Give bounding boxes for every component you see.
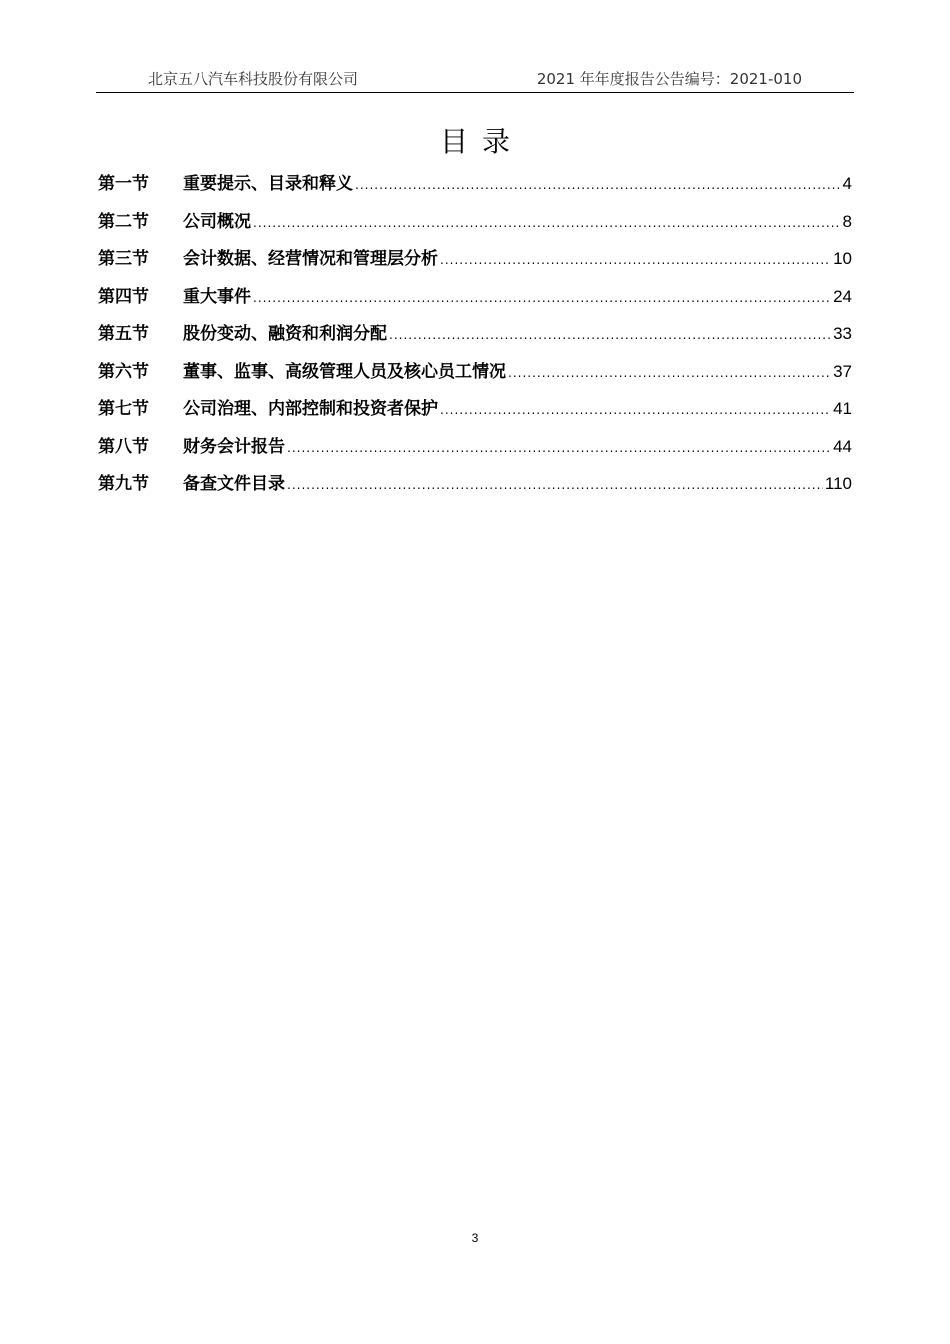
toc-page-number: 41 <box>833 399 852 418</box>
toc-leader-dots <box>440 396 831 424</box>
toc-entry-3[interactable] <box>98 245 852 283</box>
toc-page-number: 110 <box>824 474 852 493</box>
toc-section-label: 第九节 <box>98 474 149 494</box>
toc-leader-dots <box>253 284 831 312</box>
page-title: 目录 <box>439 125 524 158</box>
toc-leader-dots <box>508 359 831 387</box>
toc-section-title: 重要提示、目录和释义 <box>183 174 353 194</box>
toc-section-title: 公司概况 <box>183 211 251 232</box>
page-number-footer: 3 <box>471 1231 479 1245</box>
toc-page-number: 24 <box>833 286 852 306</box>
toc-section-title: 备查文件目录 <box>183 474 285 494</box>
toc-section-title: 董事、监事、高级管理人员及核心员工情况 <box>183 361 506 382</box>
report-info: 2021 年年度报告公告编号：2021-010 <box>536 70 802 88</box>
toc-leader-dots <box>440 246 831 274</box>
toc-entry-1[interactable] <box>98 170 852 208</box>
company-name: 北京五八汽车科技股份有限公司 <box>148 70 359 88</box>
toc-entry-4[interactable] <box>98 283 852 321</box>
toc-leader-dots <box>287 434 831 462</box>
toc-entry-6[interactable] <box>98 358 852 396</box>
toc-section-title: 重大事件 <box>183 286 251 307</box>
toc-page-number: 4 <box>842 174 852 193</box>
toc-page-number: 44 <box>833 436 852 456</box>
toc-entry-8[interactable] <box>98 433 852 471</box>
toc-page-number: 33 <box>833 324 852 343</box>
toc-entry-7[interactable] <box>98 395 852 433</box>
toc-leader-dots <box>253 209 841 237</box>
toc-entry-9[interactable] <box>98 470 852 508</box>
toc-section-label: 第三节 <box>98 249 149 269</box>
toc-page-number: 8 <box>842 211 852 231</box>
page-header <box>96 66 854 93</box>
toc-section-title: 股份变动、融资和利润分配 <box>183 324 387 344</box>
toc-section-title: 会计数据、经营情况和管理层分析 <box>183 249 438 269</box>
toc-leader-dots <box>389 321 831 349</box>
toc-section-title: 公司治理、内部控制和投资者保护 <box>183 399 438 419</box>
toc-section-label: 第八节 <box>98 436 149 457</box>
toc-page-number: 37 <box>833 361 852 381</box>
toc-leader-dots <box>355 171 841 199</box>
toc-entry-2[interactable] <box>98 208 852 246</box>
toc-section-label: 第二节 <box>98 211 149 232</box>
toc-section-label: 第一节 <box>98 174 149 194</box>
toc-section-label: 第五节 <box>98 324 149 344</box>
toc-section-title: 财务会计报告 <box>183 436 285 457</box>
table-of-contents <box>98 170 852 508</box>
toc-section-label: 第七节 <box>98 399 149 419</box>
toc-page-number: 10 <box>833 249 852 268</box>
toc-section-label: 第六节 <box>98 361 149 382</box>
toc-section-label: 第四节 <box>98 286 149 307</box>
toc-entry-5[interactable] <box>98 320 852 358</box>
toc-leader-dots <box>287 471 823 499</box>
